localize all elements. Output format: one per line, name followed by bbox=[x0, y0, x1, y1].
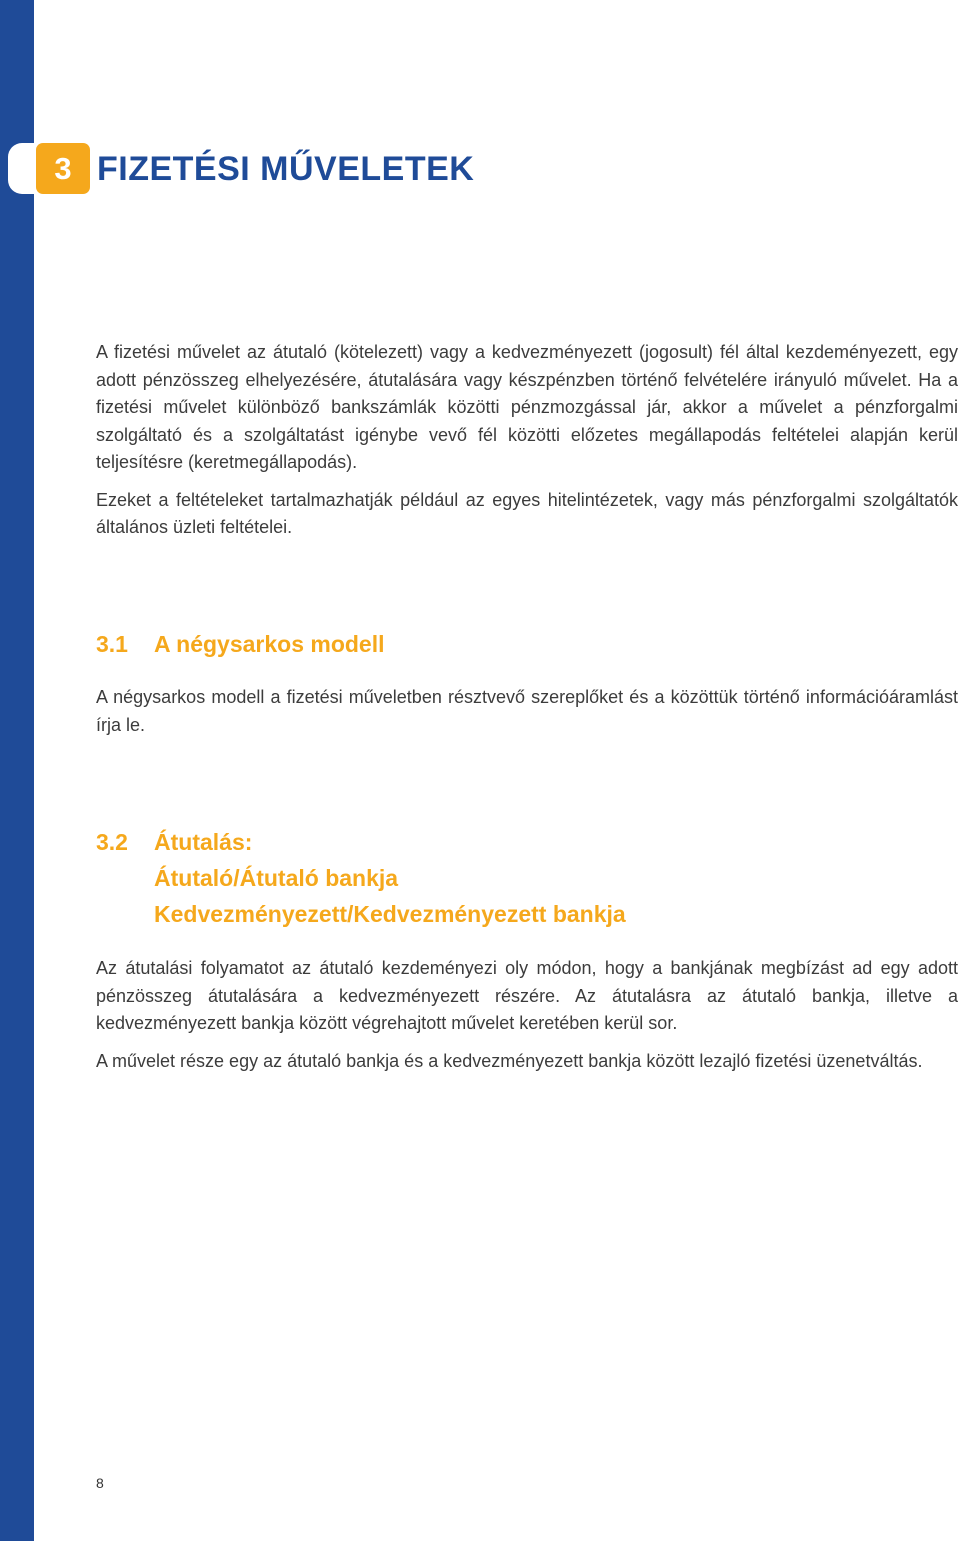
section-3-2-heading bbox=[96, 824, 958, 932]
section-3-1-number: 3.1 bbox=[96, 631, 128, 657]
section-3-2 bbox=[96, 824, 958, 1075]
intro-paragraph-2: Ezeket a feltételeket tartalmazhatják például az egyes hitelintézetek, vagy más pénzforgalmi szolgáltatók általános üzleti feltételei. bbox=[96, 489, 958, 537]
section-3-2-title-line-3: Kedvezményezett/Kedvezményezett bankja bbox=[154, 901, 626, 927]
section-3-1-paragraph: A négysarkos modell a fizetési műveletben résztvevő szereplőket és a közöttük történő információáramlást írja le. bbox=[96, 687, 958, 735]
section-3-2-number: 3.2 bbox=[96, 829, 128, 855]
section-3-1-heading bbox=[96, 626, 958, 662]
intro-section bbox=[96, 339, 958, 542]
section-3-2-title-line-1: Átutalás: bbox=[154, 829, 253, 855]
intro-paragraph-1: A fizetési művelet az átutaló (kötelezett) vagy a kedvezményezett (jogosult) fél által kezdeményezett, egy adott pénzösszeg elhelyezésére, átutalására vagy készpénzben történő felvételére irányuló művelet. Ha a fizetési művelet különböző bankszámlák közötti pénzmozgással jár, akkor a művelet a pénzforgalmi szolgáltató és a szolgáltatást igénybe vevő fél közötti előzetes megállapodás feltételei alapján kerül teljesítésre (keretmegállapodás). bbox=[96, 342, 958, 472]
chapter-title: FIZETÉSI MŰVELETEK bbox=[97, 150, 475, 188]
chapter-number-badge: 3 bbox=[36, 143, 90, 194]
section-3-2-paragraph-1: Az átutalási folyamatot az átutaló kezdeményezi oly módon, hogy a bankjának megbízást ad egy adott pénzösszeg átutalására a kedvezményezett részére. Az átutalásra az átutaló bankja, illetve a kedvezményezett bankja között végrehajtott művelet keretében kerül sor. bbox=[96, 958, 958, 1033]
side-color-bar bbox=[0, 0, 34, 1541]
section-3-1 bbox=[96, 626, 958, 739]
section-3-2-paragraph-2: A művelet része egy az átutaló bankja és a kedvezményezett bankja között lezajló fizetési üzenetváltás. bbox=[96, 1050, 923, 1071]
page-number: 8 bbox=[96, 1475, 104, 1491]
section-3-2-title-line-2: Átutaló/Átutaló bankja bbox=[154, 865, 399, 891]
section-3-1-title: A négysarkos modell bbox=[154, 631, 385, 657]
